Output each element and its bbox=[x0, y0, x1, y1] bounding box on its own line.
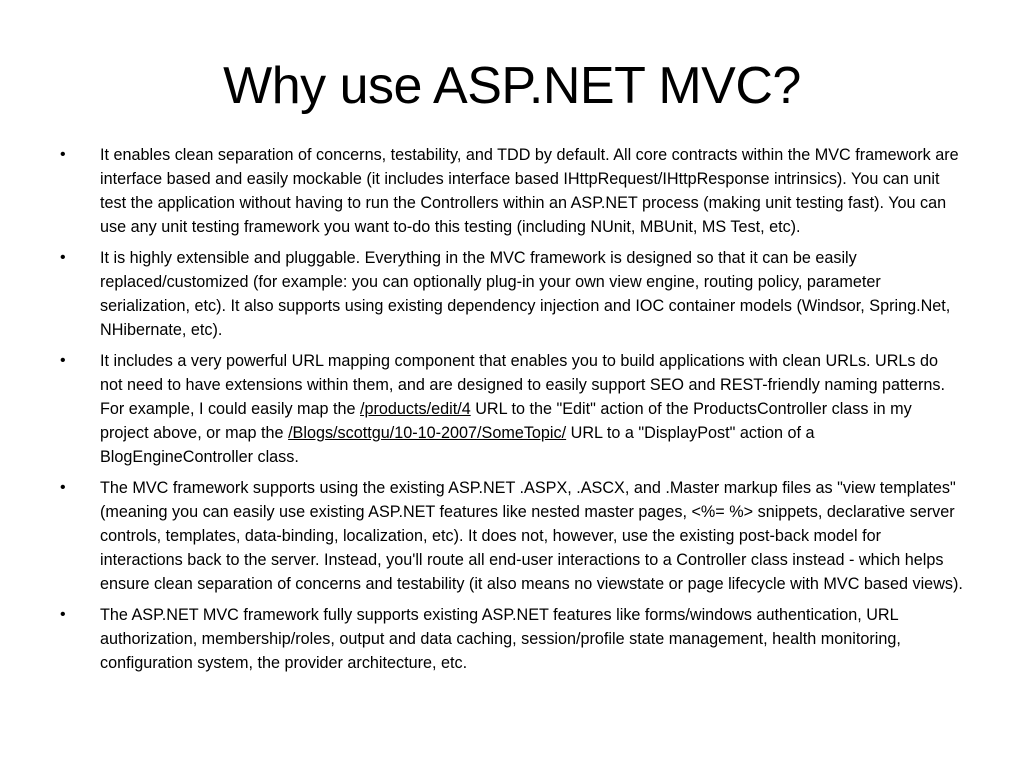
bullet-dot-icon: • bbox=[60, 249, 66, 266]
products-edit-link[interactable]: /products/edit/4 bbox=[360, 400, 471, 418]
bullet-text-part: URL to the "Edit" action of the ProductsController class in my project above, or map the bbox=[100, 400, 912, 442]
bullet-list bbox=[60, 143, 964, 682]
bullet-text-part: It includes a very powerful URL mapping component that enables you to build applications with clean URLs. URLs do not need to have extensions within them, and are designed to easily support SEO and REST-friendly naming patterns. For example, I could easily map the bbox=[100, 352, 945, 418]
slide-title: Why use ASP.NET MVC? bbox=[223, 57, 801, 115]
bullet-item-features bbox=[60, 603, 964, 675]
bullet-text: The ASP.NET MVC framework fully supports existing ASP.NET features like forms/windows authentication, URL authorization, membership/roles, output and data caching, session/profile state management, health monitoring, configuration system, the provider architecture, etc. bbox=[100, 606, 901, 672]
bullet-dot-icon: • bbox=[60, 479, 66, 496]
bullet-text: It is highly extensible and pluggable. Everything in the MVC framework is designed so that it can be easily replaced/customized (for example: you can optionally plug-in your own view engine, routing policy, parameter serialization, etc). It also supports using existing dependency injection and IOC container models (Windsor, Spring.Net, NHibernate, etc). bbox=[100, 249, 951, 339]
bullet-item-extensibility bbox=[60, 246, 964, 342]
bullet-text-part: URL to a "DisplayPost" action of a BlogEngineController class. bbox=[100, 424, 815, 466]
bullet-text: It enables clean separation of concerns, testability, and TDD by default. All core contracts within the MVC framework are interface based and easily mockable (it includes interface based IHttpRequest/IHttpResponse intrinsics). You can unit test the application without having to run the Controllers within an ASP.NET process (making unit testing fast). You can use any unit testing framework you want to-do this testing (including NUnit, MBUnit, MS Test, etc). bbox=[100, 146, 959, 236]
bullet-item-url-mapping bbox=[60, 349, 964, 469]
bullet-dot-icon: • bbox=[60, 352, 66, 369]
bullet-dot-icon: • bbox=[60, 606, 66, 623]
bullet-item-testability bbox=[60, 143, 964, 239]
bullet-item-view-templates bbox=[60, 476, 964, 596]
bullet-dot-icon: • bbox=[60, 146, 66, 163]
bullet-text: The MVC framework supports using the existing ASP.NET .ASPX, .ASCX, and .Master markup files as "view templates" (meaning you can easily use existing ASP.NET features like nested master pages, <%= %> snippets, declarative server controls, templates, data-binding, localization, etc). It does not, however, use the existing post-back model for interactions back to the server. Instead, you'll route all end-user interactions to a Controller class instead - which helps ensure clean separation of concerns and testability (it also means no viewstate or page lifecycle with MVC based views). bbox=[100, 479, 963, 593]
blogs-scottgu-link[interactable]: /Blogs/scottgu/10-10-2007/SomeTopic/ bbox=[288, 424, 567, 442]
